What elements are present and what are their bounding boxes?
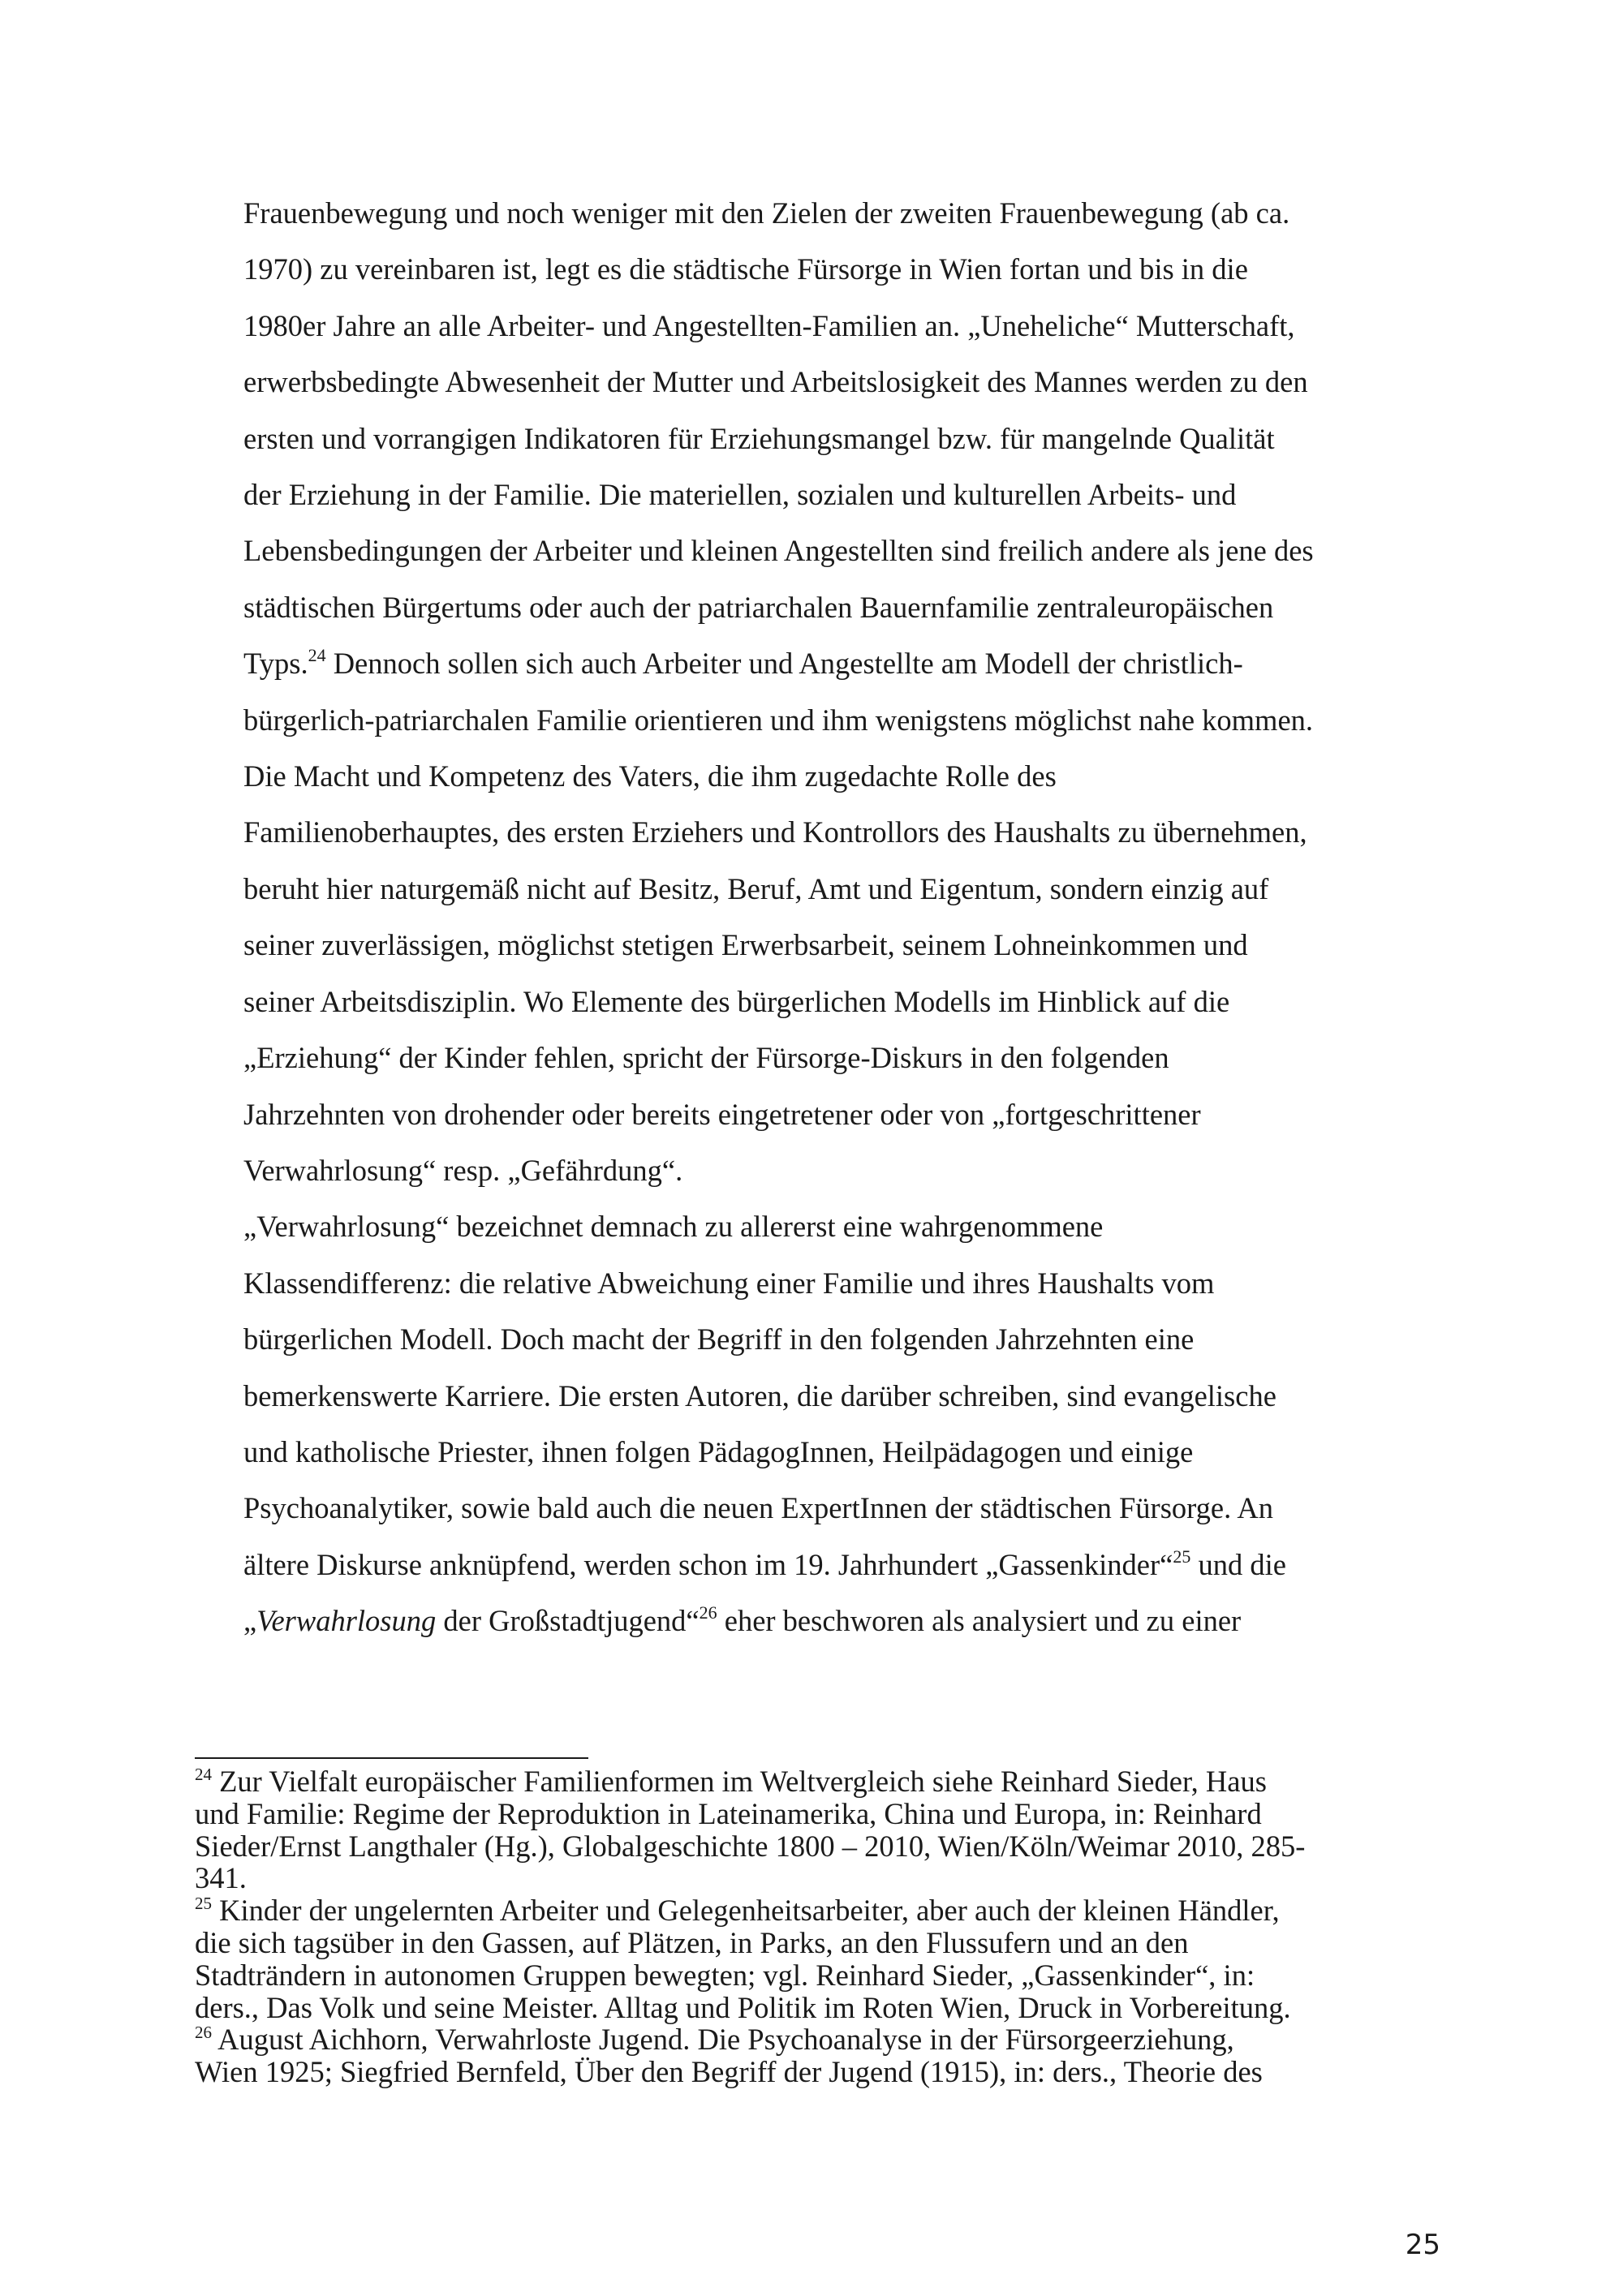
text-line: 1980er Jahre an alle Arbeiter- und Angestellten-Familien an. „Uneheliche“ Mutterschaft, [243,308,1295,342]
text-line-with-footnote [243,635,1444,691]
footnote-line [195,1894,1444,1927]
footnote-25 [195,1894,1444,2023]
text-line: „Verwahrlosung“ bezeichnet demnach zu allererst eine wahrgenommene [243,1210,1104,1244]
italic-term: Verwahrlosung [256,1604,437,1638]
text-line: Lebensbedingungen der Arbeiter und kleinen Angestellten sind freilich andere als jene des [243,534,1314,568]
footnote-line [195,2023,1444,2056]
text-line: Die Macht und Kompetenz des Vaters, die ihm zugedachte Rolle des [243,759,1057,793]
text-line-with-footnote [243,1537,1444,1593]
footnote-reference-26[interactable]: 26 [699,1602,717,1623]
footnote-reference-24[interactable]: 24 [308,645,326,666]
footnote-line: ders., Das Volk und seine Meister. Alltag und Politik im Roten Wien, Druck in Vorbereitung. [195,1990,1291,2024]
text-line: Jahrzehnten von drohender oder bereits eingetretener oder von „fortgeschrittener [243,1097,1201,1131]
text-line: bemerkenswerte Karriere. Die ersten Autoren, die darüber schreiben, sind evangelische [243,1378,1276,1412]
text-segment: eher beschworen als analysiert und zu einer [724,1604,1242,1638]
text-segment: Kinder der ungelernten Arbeiter und Gelegenheitsarbeiter, aber auch der kleinen Händler, [219,1894,1280,1928]
footnote-26 [195,2023,1444,2088]
text-segment: „ [243,1604,257,1638]
footnote-line: 341. [195,1861,247,1895]
text-line: seiner zuverlässigen, möglichst stetigen Erwerbsarbeit, seinem Lohneinkommen und [243,928,1248,962]
text-line: 1970) zu vereinbaren ist, legt es die städtische Fürsorge in Wien fortan und bis in die [243,252,1248,286]
text-line: bürgerlichen Modell. Doch macht der Begriff in den folgenden Jahrzehnten eine [243,1322,1195,1357]
text-segment: Dennoch sollen sich auch Arbeiter und Angestellte am Modell der christlich- [333,647,1243,681]
footnote-line: Stadträndern in autonomen Gruppen bewegten; vgl. Reinhard Sieder, „Gassenkinder“, in: [195,1958,1255,1992]
text-line: der Erziehung in der Familie. Die materiellen, sozialen und kulturellen Arbeits- und [243,478,1237,512]
footnote-reference-25[interactable]: 25 [1173,1546,1191,1567]
text-segment: Typs. [243,647,308,681]
text-segment: der Großstadtjugend“ [443,1604,700,1638]
footnote-24 [195,1765,1444,1894]
text-line: seiner Arbeitsdisziplin. Wo Elemente des bürgerlichen Modells im Hinblick auf die [243,984,1230,1018]
text-line: Klassendifferenz: die relative Abweichung einer Familie und ihres Haushalts vom [243,1266,1215,1300]
text-line-with-footnote [243,1593,1444,1649]
text-line: und katholische Priester, ihnen folgen PädagogInnen, Heilpädagogen und einige [243,1434,1194,1468]
text-line: bürgerlich-patriarchalen Familie orientieren und ihm wenigstens möglichst nahe kommen. [243,703,1314,737]
footnotes [195,1765,1444,2088]
footnote-line: Sieder/Ernst Langthaler (Hg.), Globalgeschichte 1800 – 2010, Wien/Köln/Weimar 2010, 285- [195,1829,1306,1863]
footnote-number: 24 [195,1765,212,1784]
text-segment: Zur Vielfalt europäischer Familienformen im Weltvergleich siehe Reinhard Sieder, Haus [219,1765,1267,1798]
text-line: ersten und vorrangigen Indikatoren für Erziehungsmangel bzw. für mangelnde Qualität [243,421,1275,455]
footnote-line: Wien 1925; Siegfried Bernfeld, Über den Begriff der Jugend (1915), in: ders., Theorie des [195,2055,1263,2089]
text-segment: und die [1198,1547,1286,1581]
footnote-line: die sich tagsüber in den Gassen, auf Plätzen, in Parks, an den Flussufern und an den [195,1925,1189,1959]
text-line: Frauenbewegung und noch weniger mit den Zielen der zweiten Frauenbewegung (ab ca. [243,196,1290,230]
footnote-line: und Familie: Regime der Reproduktion in Lateinamerika, China und Europa, in: Reinhard [195,1796,1262,1830]
text-line: Verwahrlosung“ resp. „Gefährdung“. [243,1153,683,1187]
footnote-number: 25 [195,1894,212,1914]
text-segment: August Aichhorn, Verwahrloste Jugend. Die Psychoanalyse in der Fürsorgeerziehung, [217,2023,1234,2057]
text-line: Familienoberhauptes, des ersten Erziehers und Kontrollors des Haushalts zu übernehmen, [243,815,1307,849]
text-line: „Erziehung“ der Kinder fehlen, spricht der Fürsorge-Diskurs in den folgenden [243,1041,1169,1075]
text-line: städtischen Bürgertums oder auch der patriarchalen Bauernfamilie zentraleuropäischen [243,590,1274,624]
footnote-separator [195,1757,588,1759]
text-line: beruht hier naturgemäß nicht auf Besitz, Beruf, Amt und Eigentum, sondern einzig auf [243,871,1269,905]
footnote-line [195,1765,1444,1798]
text-segment: ältere Diskurse anknüpfend, werden schon im 19. Jahrhundert „Gassenkinder“ [243,1547,1173,1581]
page-number: 25 [1405,2229,1440,2261]
text-line: erwerbsbedingte Abwesenheit der Mutter und Arbeitslosigkeit des Mannes werden zu den [243,365,1308,399]
footnote-number: 26 [195,2023,212,2043]
text-line: Psychoanalytiker, sowie bald auch die neuen ExpertInnen der städtischen Fürsorge. An [243,1491,1273,1525]
body-text [243,185,1444,1649]
